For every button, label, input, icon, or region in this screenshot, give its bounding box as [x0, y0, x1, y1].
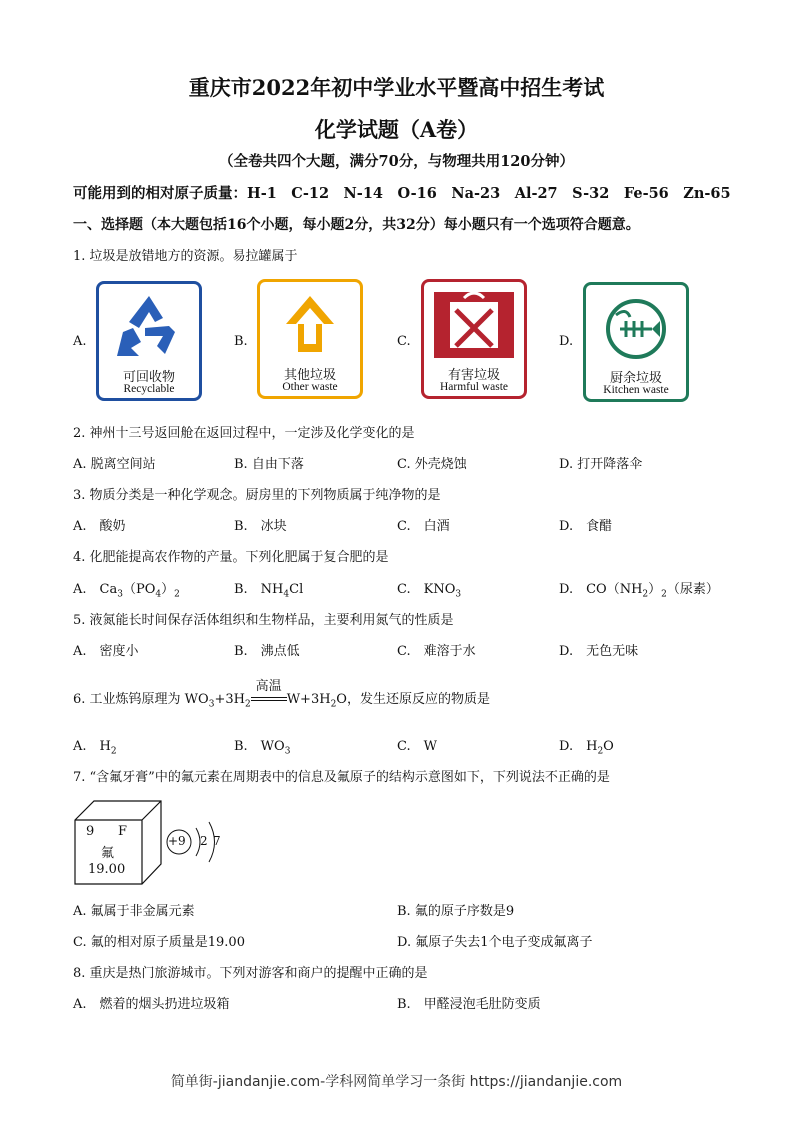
kitchen-waste-label-cn: 厨余垃圾 [609, 371, 662, 386]
page-footer: 简单街-jiandanjie.com-学科网简单学习一条街 https://jiandanjie.com [170, 1074, 623, 1090]
q6-prefix: 6. 工业炼钨原理为 [73, 692, 185, 707]
q5-option-a: A. 密度小 [73, 644, 139, 659]
element-name: 氟 [101, 846, 115, 861]
harmful-waste-icon [424, 288, 524, 368]
q3-option-a: A. 酸奶 [73, 519, 126, 534]
q1-option-letter: C. [397, 334, 411, 349]
question-8-stem: 8. 重庆是热门旅游城市。下列对游客和商户的提醒中正确的是 [73, 966, 428, 981]
q1-option-letter: A. [73, 334, 87, 349]
shell-2-electrons: 7 [213, 834, 221, 848]
harmful-waste-bin [421, 279, 527, 399]
atomic-masses: 可能用到的相对原子质量：H-1 C-12 N-14 O-16 Na-23 Al-27 S-32 Fe-56 Zn-65 [73, 185, 731, 202]
q7-option-b: B. 氟的原子序数是9 [397, 904, 515, 919]
exam-note: （全卷共四个大题，满分70分，与物理共用120分钟） [219, 153, 574, 170]
question-1-stem: 1. 垃圾是放错地方的资源。易拉罐属于 [73, 249, 298, 264]
page-subtitle: 化学试题（A卷） [314, 117, 479, 142]
kitchen-waste-label-en: Kitchen waste [603, 384, 669, 396]
other-waste-bin [257, 279, 363, 399]
element-mass: 19.00 [88, 862, 126, 877]
q2-option-d: D. 打开降落伞 [559, 457, 643, 472]
q8-option-a: A. 燃着的烟头扔进垃圾箱 [73, 997, 230, 1012]
q6-option-b: B. $WO_3$ [234, 739, 291, 757]
question-7-stem: 7. “含氟牙膏”中的氟元素在周期表中的信息及氟原子的结构示意图如下，下列说法不正确的是 [73, 770, 610, 785]
element-number: 9 [86, 824, 95, 839]
page-title: 重庆市2022年初中学业水平暨高中招生考试 [188, 75, 605, 100]
q4-option-b: B. $NH_4Cl$ [234, 582, 304, 600]
nucleus-charge: +9 [168, 834, 186, 848]
recyclable-bin [96, 281, 202, 401]
question-2-stem: 2. 神州十三号返回舱在返回过程中，一定涉及化学变化的是 [73, 426, 415, 441]
kitchen-waste-bin [583, 282, 689, 402]
q4-option-c: C. $KNO_3$ [397, 582, 462, 600]
q4-option-d: D. $CO(NH_2)_2$（尿素） [559, 582, 719, 600]
q1-option-letter: D. [559, 334, 574, 349]
reaction-arrow [251, 678, 287, 705]
q4-option-a: A. $Ca_3(PO_4)_2$ [73, 582, 180, 600]
harmful-waste-label-cn: 有害垃圾 [447, 368, 500, 383]
question-3-stem: 3. 物质分类是一种化学观念。厨房里的下列物质属于纯净物的是 [73, 488, 441, 503]
other-waste-label-cn: 其他垃圾 [283, 368, 336, 383]
periodic-table-cell [74, 800, 164, 886]
kitchen-waste-icon [586, 289, 686, 369]
q7-option-d: D. 氟原子失去1个电子变成氟离子 [397, 935, 593, 950]
q6-option-a: A. $H_2$ [73, 739, 117, 757]
q7-option-c: C. 氟的相对原子质量是19.00 [73, 935, 245, 950]
recyclable-label-en: Recyclable [123, 383, 175, 395]
q8-option-b: B. 甲醛浸泡毛肚防变质 [397, 997, 541, 1012]
q5-option-c: C. 难溶于水 [397, 644, 476, 659]
question-4-stem: 4. 化肥能提高农作物的产量。下列化肥属于复合肥的是 [73, 550, 389, 565]
harmful-waste-label-en: Harmful waste [439, 381, 509, 393]
recycle-icon [99, 288, 199, 368]
reaction-condition: 高温 [255, 678, 282, 694]
q2-option-b: B. 自由下落 [234, 457, 304, 472]
q2-option-a: A. 脱离空间站 [73, 457, 156, 472]
other-waste-icon [260, 286, 360, 366]
shell-1-electrons: 2 [200, 834, 208, 848]
q5-option-b: B. 沸点低 [234, 644, 300, 659]
question-5-stem: 5. 液氮能长时间保存活体组织和生物样品，主要利用氮气的性质是 [73, 613, 454, 628]
element-symbol: F [118, 824, 128, 839]
section-heading: 一、选择题（本大题包括16个小题，每小题2分，共32分）每小题只有一个选项符合题意。 [73, 217, 640, 233]
q3-option-c: C. 白酒 [397, 519, 450, 534]
q2-option-c: C. 外壳烧蚀 [397, 457, 467, 472]
q6-option-c: C. W [397, 739, 437, 754]
q7-option-a: A. 氟属于非金属元素 [73, 904, 195, 919]
q3-option-b: B. 冰块 [234, 519, 287, 534]
other-waste-label-en: Other waste [282, 381, 338, 393]
question-6-stem: 6. 工业炼钨原理为 $WO_3+3H_2$ 高温 $W+3H_2O$，发生还原反应的物质是 [73, 688, 490, 710]
recyclable-label-cn: 可回收物 [122, 370, 175, 385]
q1-option-letter: B. [234, 334, 248, 349]
q6-suffix: ，发生还原反应的物质是 [346, 692, 490, 707]
q3-option-d: D. 食醋 [559, 519, 613, 534]
atom-structure-diagram [164, 812, 234, 872]
q6-option-d: D. $H_2O$ [559, 739, 614, 757]
q5-option-d: D. 无色无味 [559, 644, 639, 659]
